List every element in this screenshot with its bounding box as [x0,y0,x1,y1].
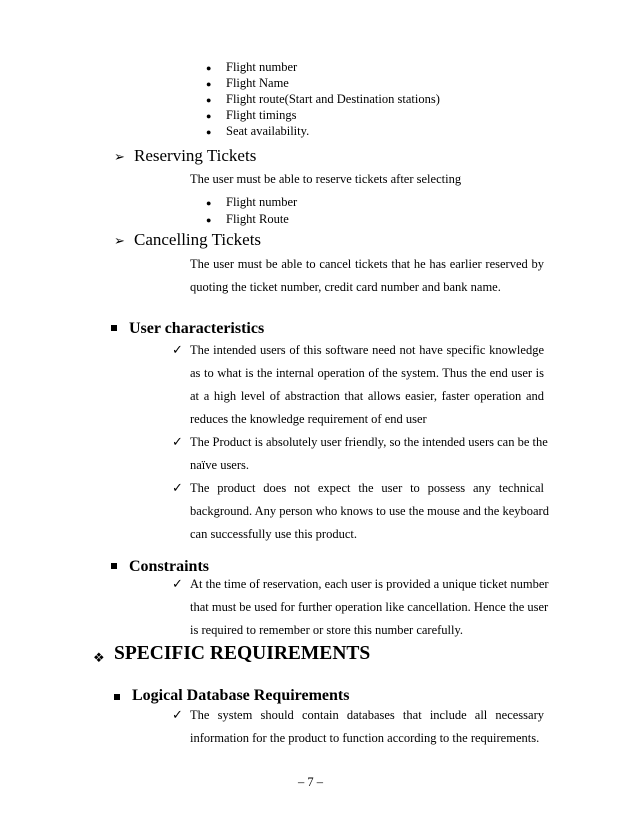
list-item: Seat availability. [226,124,310,138]
list-item: Flight timings [226,108,297,122]
diamond-bullet-icon: ❖ [93,650,105,665]
constraints-line: At the time of reservation, each user is provided a unique ticket number [190,577,549,591]
cancelling-line: The user must be able to cancel tickets that he has earlier reserved by [190,257,544,271]
logical-db-line: The system should contain databases that include all necessary [190,708,544,722]
square-bullet-icon [111,325,117,331]
checkmark-icon: ✓ [172,480,183,495]
list-item: Flight Route [226,212,289,226]
user-char-line: can successfully use this product. [190,527,357,541]
square-bullet-icon [114,694,120,700]
bullet-icon: ● [206,215,212,225]
user-char-line: at a high level of abstraction that allows easier, faster operation and [190,389,544,403]
bullet-icon: ● [206,198,212,208]
user-char-line: naïve users. [190,458,250,472]
constraints-line: that must be used for further operation like cancellation. Hence the user [190,600,549,614]
bullet-icon: ● [206,127,212,137]
list-item: Flight route(Start and Destination stations) [226,92,440,106]
bullet-icon: ● [206,63,212,73]
constraints-line: is required to remember or store this number carefully. [190,623,464,637]
constraints-heading: Constraints [129,558,210,575]
logical-db-line: information for the product to function according to the requirements. [190,731,540,745]
user-char-line: The intended users of this software need not have specific knowledge [190,343,544,357]
cancelling-heading: Cancelling Tickets [134,230,262,249]
user-char-line: background. Any person who knows to use the mouse and the keyboard [190,504,549,518]
user-char-line: The Product is absolutely user friendly, so the intended users can be the [190,435,548,449]
logical-db-heading: Logical Database Requirements [132,687,350,704]
bullet-icon: ● [206,111,212,121]
specific-requirements-heading: SPECIFIC REQUIREMENTS [114,643,371,664]
checkmark-icon: ✓ [172,434,183,449]
list-item: Flight Name [226,76,289,90]
reserving-heading: Reserving Tickets [134,146,257,165]
checkmark-icon: ✓ [172,707,183,722]
reserving-text: The user must be able to reserve tickets after selecting [190,172,462,186]
checkmark-icon: ✓ [172,342,183,357]
cancelling-line: quoting the ticket number, credit card number and bank name. [190,280,501,294]
user-characteristics-heading: User characteristics [129,320,265,337]
bullet-icon: ● [206,95,212,105]
checkmark-icon: ✓ [172,576,183,591]
user-char-line: as to what is the internal operation of the system. Thus the end user is [190,366,544,380]
list-item: Flight number [226,195,298,209]
page-number: – 7 – [298,775,323,789]
user-char-line: The product does not expect the user to possess any technical [190,481,544,495]
square-bullet-icon [111,563,117,569]
arrow-bullet-icon: ➢ [114,233,125,248]
arrow-bullet-icon: ➢ [114,149,125,164]
list-item: Flight number [226,60,298,74]
user-char-line: reduces the knowledge requirement of end user [190,412,427,426]
bullet-icon: ● [206,79,212,89]
